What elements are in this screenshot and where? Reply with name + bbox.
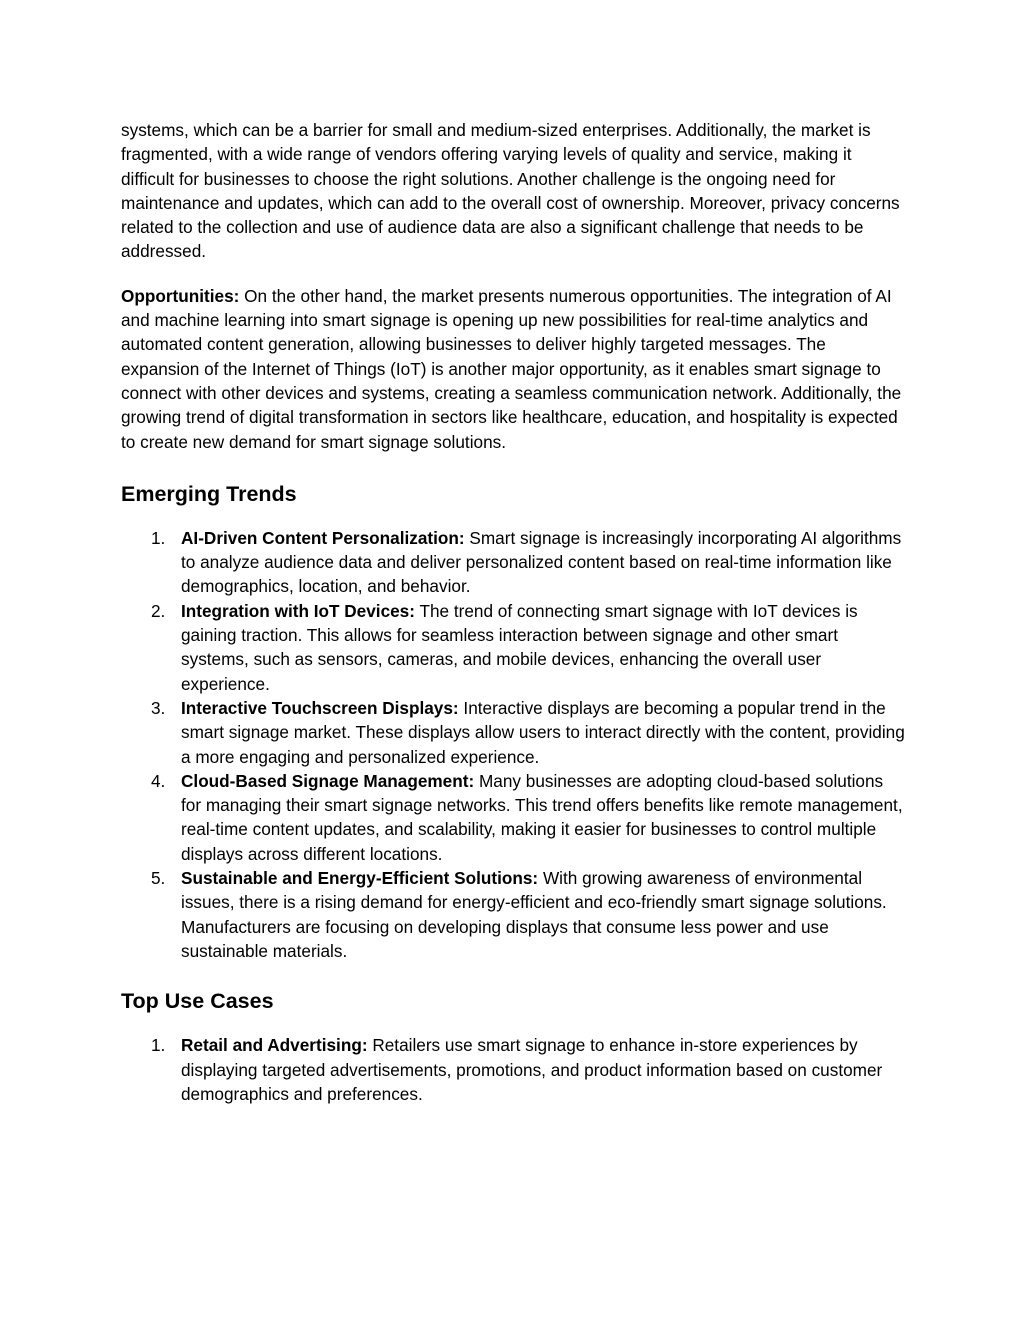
emerging-trends-heading: Emerging Trends (121, 481, 297, 506)
list-item (121, 696, 907, 769)
list-item (121, 599, 907, 696)
list-item-text: With growing awareness of environmental issues, there is a rising demand for energy-efficient and eco-friendly smart signage solutions. Manufacturers are focusing on developing displays that consume less power and use sustainable materials. (181, 868, 887, 961)
list-item-number: 4. (151, 770, 166, 791)
opportunities-text: On the other hand, the market presents numerous opportunities. The integration of AI and machine learning into smart signage is opening up new possibilities for real-time analytics and automated content generation, allowing businesses to deliver highly targeted messages. The expansion of the Internet of Things (IoT) is another major opportunity, as it enables smart signage to connect with other devices and systems, creating a seamless communication network. Additionally, the growing trend of digital transformation in sectors like healthcare, education, and hospitality is expected to create new demand for smart signage solutions. (121, 285, 902, 452)
emerging-trends-list (121, 526, 907, 963)
list-item-title: Cloud-Based Signage Management: (181, 770, 475, 791)
list-item (121, 526, 907, 599)
list-item-number: 1. (151, 527, 166, 548)
list-item-title: Integration with IoT Devices: (181, 600, 415, 621)
list-item-number: 1. (151, 1035, 166, 1056)
top-use-cases-heading: Top Use Cases (121, 989, 274, 1014)
list-item-text: Retailers use smart signage to enhance in-store experiences by displaying targeted advertisements, promotions, and product information based on customer demographics and preferences. (181, 1035, 883, 1104)
challenges-paragraph: systems, which can be a barrier for small and medium-sized enterprises. Additionally, the market is fragmented, with a wide range of vendors offering varying levels of quality and service, making it difficult for businesses to choose the right solutions. Another challenge is the ongoing need for maintenance and updates, which can add to the overall cost of ownership. Moreover, privacy concerns related to the collection and use of audience data are also a significant challenge that needs to be addressed. (121, 120, 900, 262)
list-item-text: Many businesses are adopting cloud-based solutions for managing their smart signage networks. This trend offers benefits like remote management, real-time content updates, and scalability, making it easier for businesses to control multiple displays across different locations. (181, 770, 903, 864)
list-item (121, 769, 907, 866)
list-item (121, 866, 907, 963)
list-item-number: 2. (151, 600, 166, 621)
list-item-title: AI-Driven Content Personalization: (181, 527, 465, 548)
list-item-title: Retail and Advertising: (181, 1035, 368, 1056)
list-item-title: Interactive Touchscreen Displays: (181, 697, 459, 718)
top-use-cases-list (121, 1033, 907, 1106)
opportunities-label: Opportunities: (121, 285, 240, 306)
list-item-text: Interactive displays are becoming a popular trend in the smart signage market. These displays allow users to interact directly with the content, providing a more engaging and personalized experience. (181, 697, 905, 767)
list-item-text: The trend of connecting smart signage with IoT devices is gaining traction. This allows for seamless interaction between signage and other smart systems, such as sensors, cameras, and mobile devices, enhancing the overall user experience. (181, 600, 858, 694)
list-item-number: 5. (151, 868, 166, 889)
list-item-number: 3. (151, 697, 166, 718)
opportunities-paragraph (121, 284, 907, 454)
list-item-title: Sustainable and Energy-Efficient Solutions: (181, 868, 539, 889)
document-page (121, 118, 907, 1106)
list-item-text: Smart signage is increasingly incorporating AI algorithms to analyze audience data and deliver personalized content based on real-time information like demographics, location, and behavior. (181, 527, 902, 597)
list-item (121, 1033, 907, 1106)
